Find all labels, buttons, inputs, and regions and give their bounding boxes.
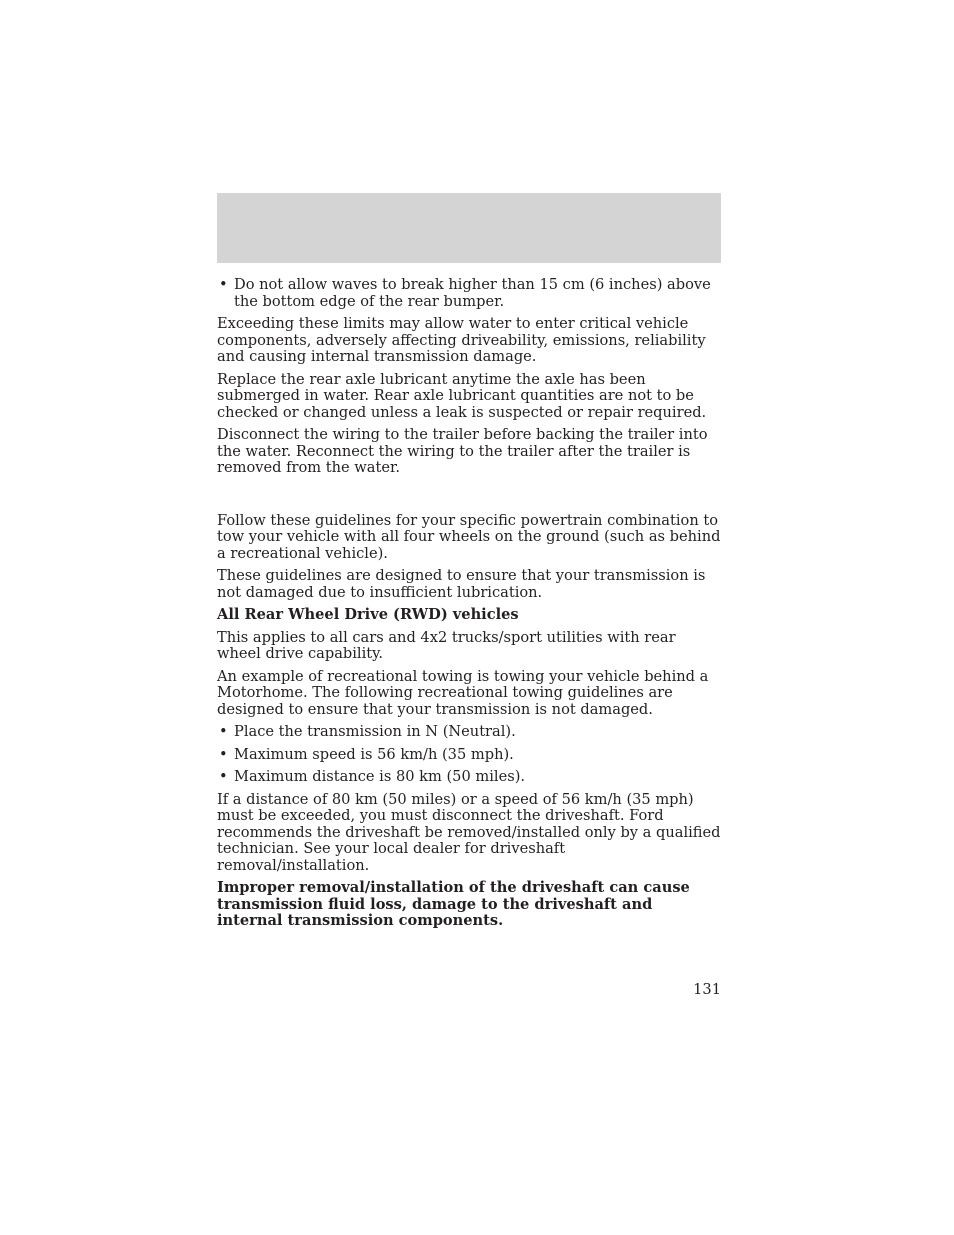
list-item-text: Maximum distance is 80 km (50 miles). — [234, 768, 526, 785]
bullet-glyph: • — [219, 768, 228, 785]
header-band — [217, 193, 721, 263]
bullet-glyph: • — [219, 276, 228, 293]
list-item — [217, 724, 721, 741]
list-item-text: Place the transmission in N (Neutral). — [234, 723, 516, 740]
subheading: All Rear Wheel Drive (RWD) vehicles — [217, 606, 519, 623]
section-gap — [217, 483, 721, 513]
bullet-list — [217, 277, 721, 310]
bullet-list — [217, 724, 721, 786]
paragraph: If a distance of 80 km (50 miles) or a speed of 56 km/h (35 mph) must be exceeded, you must disconnect the driveshaft. Ford recommends the driveshaft be removed/installed only by a qualified technician. See your local dealer for driveshaft removal/installation. — [217, 790, 721, 874]
list-item — [217, 769, 721, 786]
list-item — [217, 747, 721, 764]
paragraph: This applies to all cars and 4x2 trucks/sport utilities with rear wheel drive capability. — [217, 628, 676, 662]
bullet-glyph: • — [219, 745, 228, 763]
page-content — [217, 277, 721, 936]
warning-text: Improper removal/installation of the driveshaft can cause transmission fluid loss, damage to the driveshaft and internal transmission components. — [217, 879, 690, 929]
paragraph: These guidelines are designed to ensure that your transmission is not damaged due to insufficient lubrication. — [217, 567, 706, 601]
paragraph: Disconnect the wiring to the trailer before backing the trailer into the water. Reconnect the wiring to the trailer after the trailer is removed from the water. — [217, 426, 708, 476]
paragraph: Exceeding these limits may allow water to enter critical vehicle components, adversely affecting driveability, emissions, reliability and causing internal transmission damage. — [217, 315, 706, 365]
list-item-text: Do not allow waves to break higher than 15 cm (6 inches) above the bottom edge of the rear bumper. — [234, 276, 711, 310]
bullet-glyph: • — [219, 723, 228, 740]
paragraph: An example of recreational towing is towing your vehicle behind a Motorhome. The following recreational towing guidelines are designed to ensure that your transmission is not damaged. — [217, 667, 709, 718]
page-number: 131 — [693, 981, 721, 998]
list-item-text: Maximum speed is 56 km/h (35 mph). — [234, 745, 514, 763]
list-item — [217, 277, 721, 310]
paragraph: Replace the rear axle lubricant anytime the axle has been submerged in water. Rear axle lubricant quantities are not to be checked or changed unless a leak is suspected or repair required. — [217, 370, 707, 421]
paragraph: Follow these guidelines for your specific powertrain combination to tow your vehicle with all four wheels on the ground (such as behind a recreational vehicle). — [217, 511, 721, 562]
